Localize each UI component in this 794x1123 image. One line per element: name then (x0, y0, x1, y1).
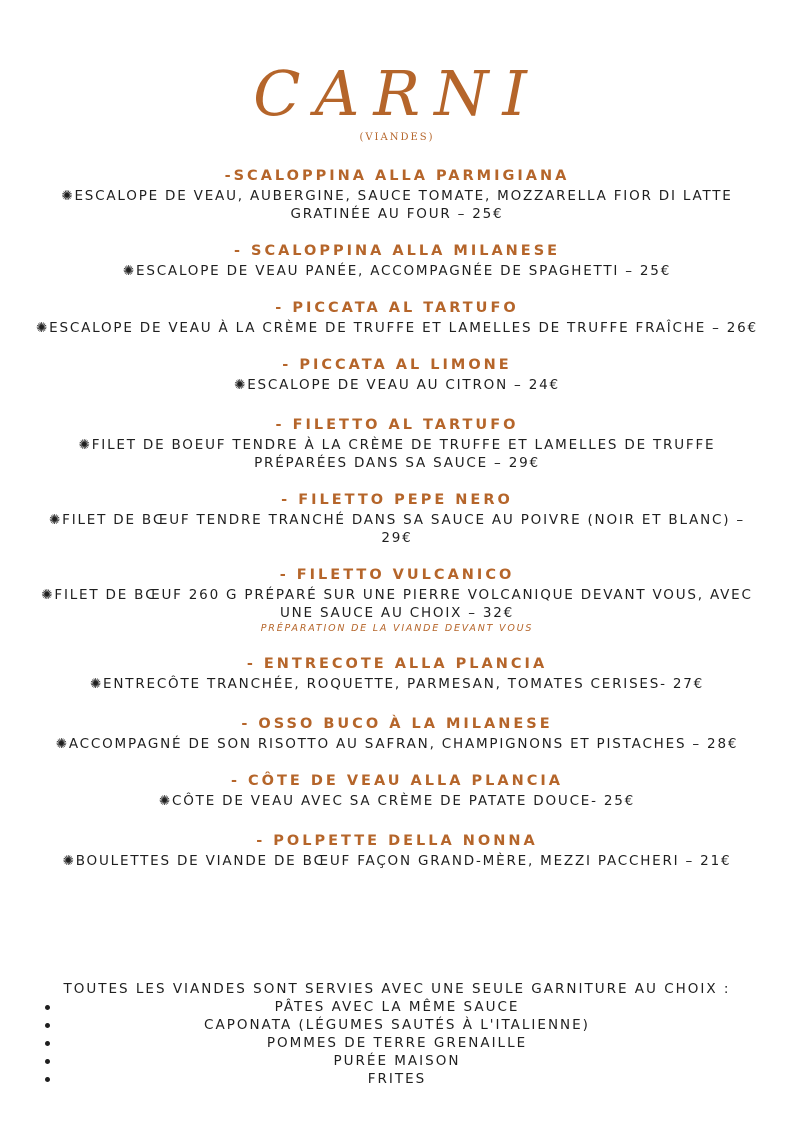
garnish-intro: TOUTES LES VIANDES SONT SERVIES AVEC UNE SEULE GARNITURE AU CHOIX : (63, 981, 731, 997)
dish-name: - CÔTE DE VEAU ALLA PLANCIA (230, 773, 564, 789)
menu-item (0, 654, 794, 693)
garnish-item: FRITES (0, 1070, 794, 1088)
dish-name: - FILETTO AL TARTUFO (275, 417, 519, 433)
dish-description: ✺FILET DE BŒUF 260 G PRÉPARÉ SUR UNE PIERRE VOLCANIQUE DEVANT VOUS, AVEC UNE SAUCE AU CHOIX – 32€ (41, 587, 753, 621)
garnish-list (0, 998, 794, 1088)
dish-name: - PICCATA AL LIMONE (282, 357, 512, 373)
page-subtitle: (VIANDES) (359, 132, 435, 143)
menu-item (0, 714, 794, 753)
dish-description: ✺CÔTE DE VEAU AVEC SA CRÈME DE PATATE DOUCE- 25€ (158, 793, 636, 809)
dish-description: ✺FILET DE BOEUF TENDRE À LA CRÈME DE TRUFFE ET LAMELLES DE TRUFFE PRÉPARÉES DANS SA SAUCE – 29€ (78, 437, 716, 471)
dish-name: - FILETTO PEPE NERO (281, 492, 513, 508)
menu-item (0, 298, 794, 337)
menu-item (0, 565, 794, 636)
page-title: CARNI (253, 57, 541, 130)
menu-item (0, 166, 794, 223)
dish-name: - ENTRECOTE ALLA PLANCIA (246, 656, 548, 672)
garnish-section (0, 980, 794, 1088)
menu-item (0, 771, 794, 810)
menu-item (0, 355, 794, 394)
dish-name: - FILETTO VULCANICO (279, 567, 515, 583)
dish-description: ✺FILET DE BŒUF TENDRE TRANCHÉ DANS SA SAUCE AU POIVRE (NOIR ET BLANC) – 29€ (49, 512, 745, 546)
menu-items (0, 166, 794, 870)
dish-description: ✺ESCALOPE DE VEAU AU CITRON – 24€ (234, 377, 560, 393)
dish-name: - POLPETTE DELLA NONNA (256, 833, 538, 849)
dish-note: PRÉPARATION DE LA VIANDE DEVANT VOUS (260, 623, 534, 634)
dish-name: - OSSO BUCO À LA MILANESE (241, 716, 553, 732)
dish-name: - SCALOPPINA ALLA MILANESE (233, 243, 561, 259)
dish-description: ✺ACCOMPAGNÉ DE SON RISOTTO AU SAFRAN, CHAMPIGNONS ET PISTACHES – 28€ (55, 736, 739, 752)
menu-item (0, 415, 794, 472)
garnish-item: CAPONATA (LÉGUMES SAUTÉS À L'ITALIENNE) (0, 1016, 794, 1034)
menu-item (0, 490, 794, 547)
garnish-item: POMMES DE TERRE GRENAILLE (0, 1034, 794, 1052)
garnish-item: PURÉE MAISON (0, 1052, 794, 1070)
menu-item (0, 831, 794, 870)
dish-description: ✺ESCALOPE DE VEAU, AUBERGINE, SAUCE TOMATE, MOZZARELLA FIOR DI LATTE GRATINÉE AU FOUR – 25€ (61, 188, 733, 222)
dish-name: -SCALOPPINA ALLA PARMIGIANA (224, 168, 570, 184)
dish-description: ✺ENTRECÔTE TRANCHÉE, ROQUETTE, PARMESAN, TOMATES CERISES- 27€ (89, 676, 705, 692)
dish-description: ✺ESCALOPE DE VEAU À LA CRÈME DE TRUFFE ET LAMELLES DE TRUFFE FRAÎCHE – 26€ (36, 320, 758, 336)
dish-name: - PICCATA AL TARTUFO (275, 300, 519, 316)
dish-description: ✺ESCALOPE DE VEAU PANÉE, ACCOMPAGNÉE DE SPAGHETTI – 25€ (122, 263, 672, 279)
menu-item (0, 241, 794, 280)
dish-description: ✺BOULETTES DE VIANDE DE BŒUF FAÇON GRAND-MÈRE, MEZZI PACCHERI – 21€ (62, 853, 732, 869)
garnish-item: PÂTES AVEC LA MÊME SAUCE (0, 998, 794, 1016)
